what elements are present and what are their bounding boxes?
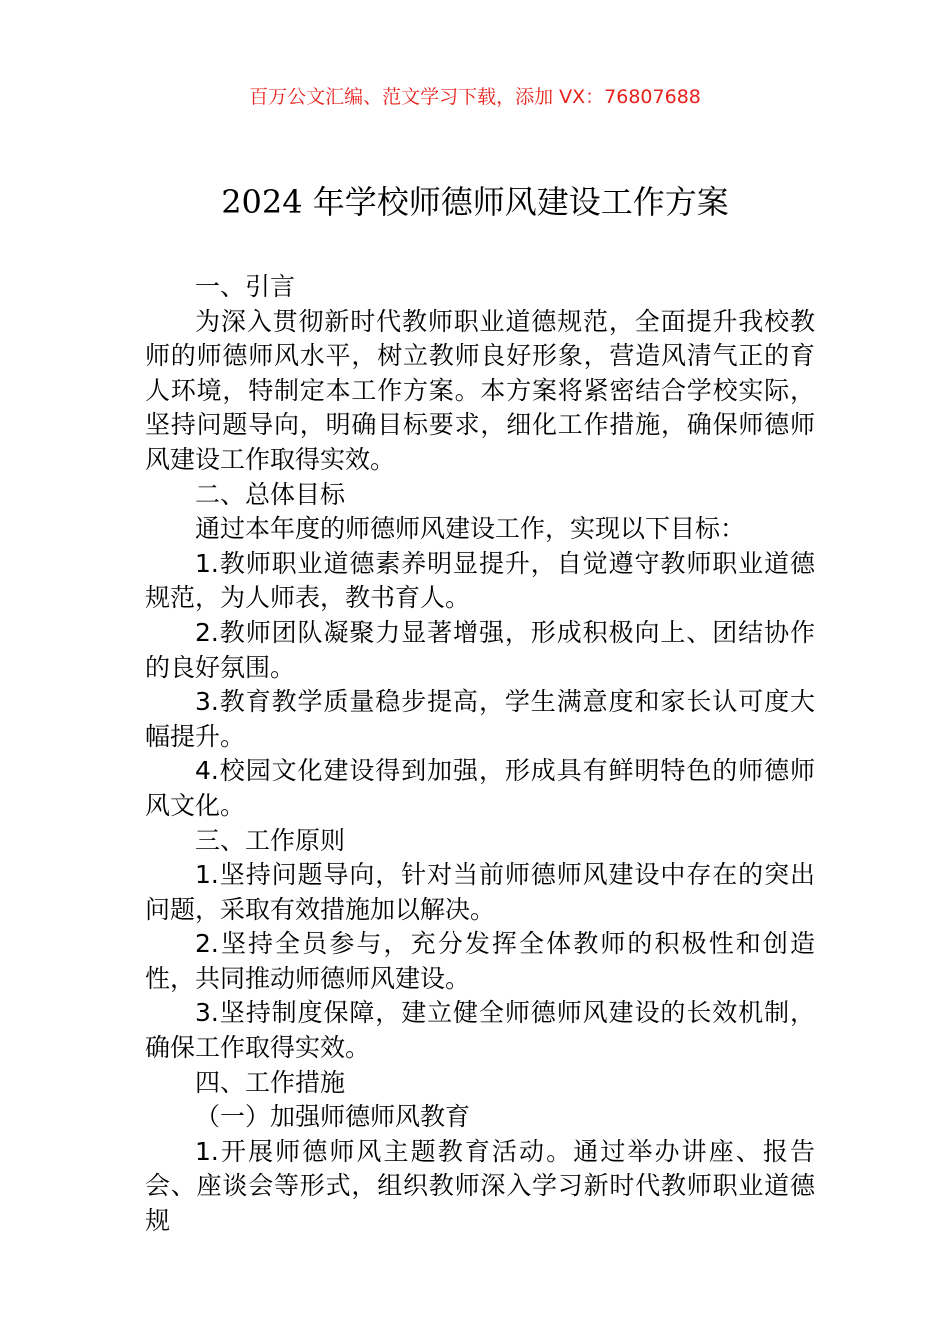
list-item-principle-1: 1.坚持问题导向，针对当前师德师风建设中存在的突出问题，采取有效措施加以解决。	[145, 860, 815, 924]
section-heading-measures: 四、工作措施	[195, 1067, 346, 1097]
document-body	[145, 270, 815, 1239]
list-item-goal-1: 1.教师职业道德素养明显提升，自觉遵守教师职业道德规范，为人师表，教书育人。	[145, 548, 815, 613]
list-item-principle-2: 2.坚持全员参与，充分发挥全体教师的积极性和创造性，共同推动师德师风建设。	[145, 929, 815, 993]
list-item-goal-4: 4.校园文化建设得到加强，形成具有鲜明特色的师德师风文化。	[145, 756, 815, 820]
paragraph-goals-intro: 通过本年度的师德师风建设工作，实现以下目标：	[195, 514, 746, 544]
list-item-measure-1: 1.开展师德师风主题教育活动。通过举办讲座、报告会、座谈会等形式，组织教师深入学习新时代教师职业道德规	[145, 1136, 815, 1236]
section-heading-goals: 二、总体目标	[195, 479, 346, 509]
paragraph-introduction: 为深入贯彻新时代教师职业道德规范，全面提升我校教师的师德师风水平，树立教师良好形象，营造风清气正的育人环境，特制定本工作方案。本方案将紧密结合学校实际，坚持问题导向，明确目标要求，细化工作措施，确保师德师风建设工作取得实效。	[145, 306, 815, 474]
header-watermark-note: 百万公文汇编、范文学习下载，添加 VX：76807688	[249, 86, 701, 108]
section-heading-introduction: 一、引言	[195, 272, 296, 301]
section-heading-principles: 三、工作原则	[195, 825, 346, 855]
list-item-goal-2: 2.教师团队凝聚力显著增强，形成积极向上、团结协作的良好氛围。	[145, 617, 815, 682]
subsection-heading-education: （一）加强师德师风教育	[195, 1102, 471, 1132]
document-title: 2024 年学校师德师风建设工作方案	[221, 183, 729, 221]
list-item-goal-3: 3.教育教学质量稳步提高，学生满意度和家长认可度大幅提升。	[145, 687, 815, 751]
list-item-principle-3: 3.坚持制度保障，建立健全师德师风建设的长效机制，确保工作取得实效。	[145, 998, 815, 1063]
